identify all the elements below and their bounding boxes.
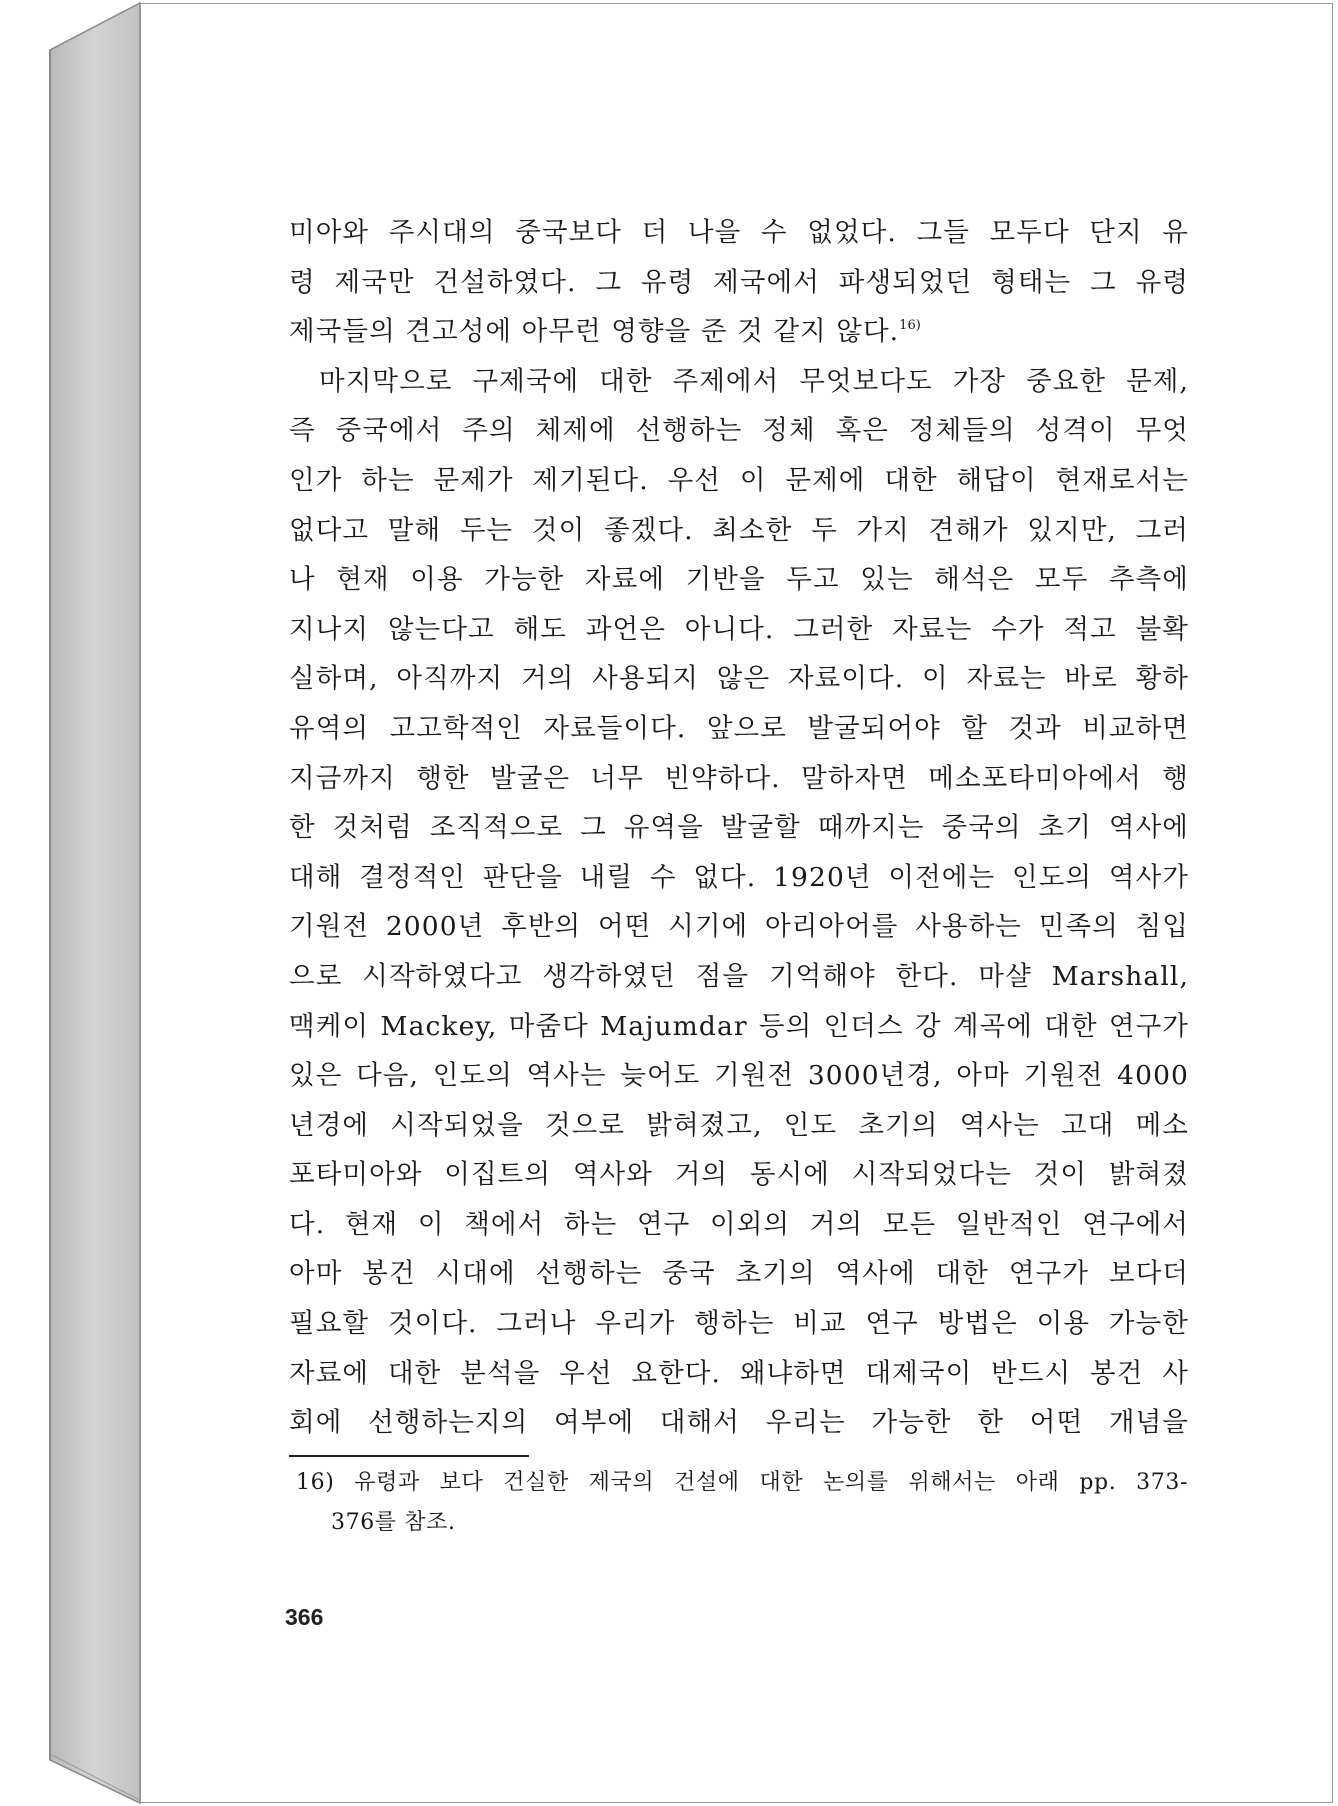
text-line: 회에 선행하는지의 여부에 대해서 우리는 가능한 한 어떤 개념을 <box>289 1407 1189 1439</box>
footnote <box>296 1463 1188 1543</box>
footnote-reference: 16) <box>899 318 921 334</box>
text-line: 기원전 2000년 후반의 어떤 시기에 아리아어를 사용하는 민족의 침입 <box>289 911 1189 943</box>
text-line-content: 제국들의 견고성에 아무런 영향을 준 것 같지 않다. <box>289 316 900 348</box>
footnote-line: 376를 참조. <box>331 1510 456 1535</box>
text-line: 인가 하는 문제가 제기된다. 우선 이 문제에 대한 해답이 현재로서는 <box>289 464 1189 496</box>
paragraph-first-line: 마지막으로 구제국에 대한 주제에서 무엇보다도 가장 중요한 문제, <box>319 365 1189 397</box>
text-line: 맥케이 Mackey, 마줌다 Majumdar 등의 인더스 강 계곡에 대한 연구가 <box>289 1010 1189 1042</box>
text-line: 아마 봉건 시대에 선행하는 중국 초기의 역사에 대한 연구가 보다더 <box>289 1258 1189 1290</box>
text-line: 없다고 말해 두는 것이 좋겠다. 최소한 두 가지 견해가 있지만, 그러 <box>289 514 1189 546</box>
text-line <box>289 307 1189 357</box>
text-line: 나 현재 이용 가능한 자료에 기반을 두고 있는 해석은 모두 추측에 <box>289 564 1189 596</box>
page-number: 366 <box>285 1604 324 1630</box>
text-line: 한 것처럼 조직적으로 그 유역을 발굴할 때까지는 중국의 초기 역사에 <box>289 812 1189 844</box>
text-line: 령 제국만 건설하였다. 그 유령 제국에서 파생되었던 형태는 그 유령 <box>289 266 1189 298</box>
text-line: 다. 현재 이 책에서 하는 연구 이외의 거의 모든 일반적인 연구에서 <box>289 1208 1189 1240</box>
text-line: 년경에 시작되었을 것으로 밝혀졌고, 인도 초기의 역사는 고대 메소 <box>289 1109 1189 1141</box>
text-line: 으로 시작하였다고 생각하였던 점을 기억해야 한다. 마샬 Marshall, <box>289 960 1189 992</box>
text-line: 미아와 주시대의 중국보다 더 나을 수 없었다. 그들 모두다 단지 유 <box>289 217 1189 248</box>
footnote-line: 16) 유령과 보다 건실한 제국의 건설에 대한 논의를 위해서는 아래 pp. 373- <box>296 1470 1188 1495</box>
text-line: 필요할 것이다. 그러나 우리가 행하는 비교 연구 방법은 이용 가능한 <box>289 1308 1189 1340</box>
text-line: 실하며, 아직까지 거의 사용되지 않은 자료이다. 이 자료는 바로 황하 <box>289 663 1189 695</box>
body-text <box>289 208 1189 1448</box>
text-line: 지나지 않는다고 해도 과언은 아니다. 그러한 자료는 수가 적고 불확 <box>289 613 1189 645</box>
text-line: 포타미아와 이집트의 역사와 거의 동시에 시작되었다는 것이 밝혀졌 <box>289 1159 1189 1191</box>
text-line: 자료에 대한 분석을 우선 요한다. 왜냐하면 대제국이 반드시 봉건 사 <box>289 1357 1189 1389</box>
text-line: 즉 중국에서 주의 체제에 선행하는 정체 혹은 정체들의 성격이 무엇 <box>289 415 1189 447</box>
footnote-divider <box>289 1455 529 1457</box>
text-line: 대해 결정적인 판단을 내릴 수 없다. 1920년 이전에는 인도의 역사가 <box>289 861 1189 893</box>
text-line: 있은 다음, 인도의 역사는 늦어도 기원전 3000년경, 아마 기원전 4000 <box>289 1060 1189 1092</box>
text-line: 유역의 고고학적인 자료들이다. 앞으로 발굴되어야 할 것과 비교하면 <box>289 712 1189 744</box>
text-line: 지금까지 행한 발굴은 너무 빈약하다. 말하자면 메소포타미아에서 행 <box>289 762 1189 794</box>
